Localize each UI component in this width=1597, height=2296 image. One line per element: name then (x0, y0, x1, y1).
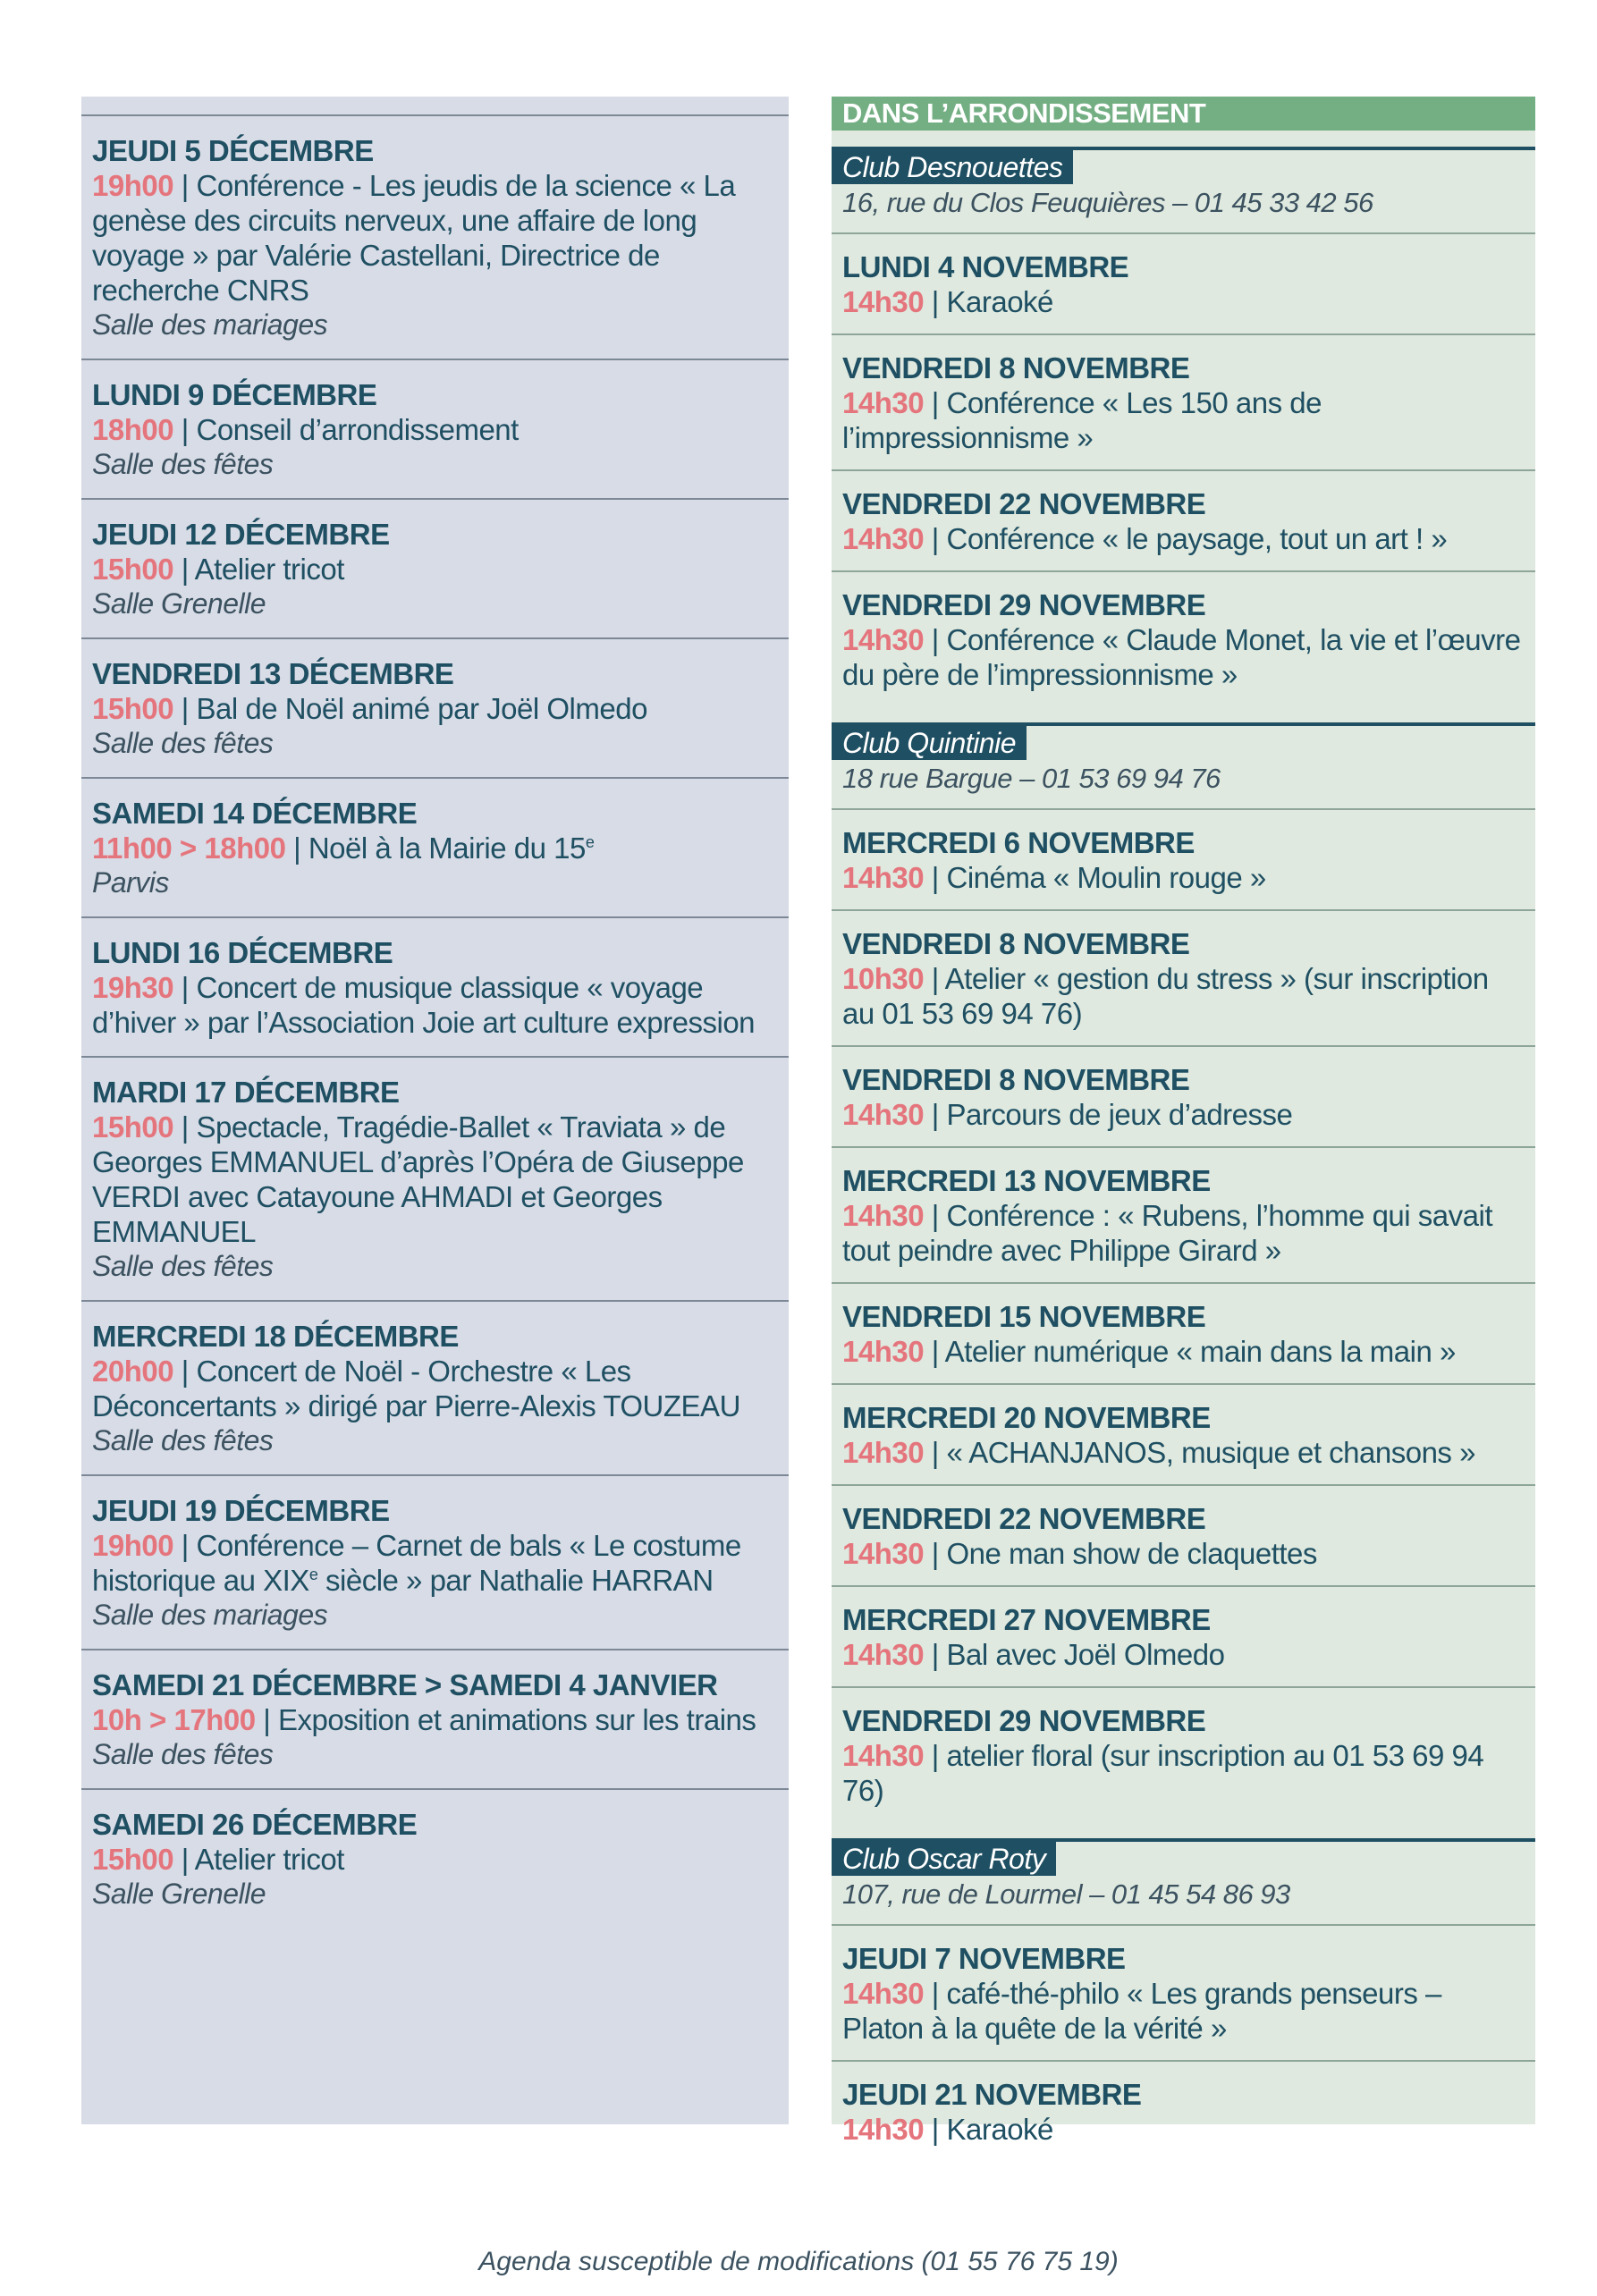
event-date: JEUDI 12 DÉCEMBRE (92, 518, 390, 551)
list-item (81, 1056, 789, 1300)
event-description (92, 168, 780, 308)
event-title: | café-thé-philo « Les grands penseurs – Platon à la quête de la vérité » (842, 1977, 1441, 2045)
event-title: | Concert de Noël - Orchestre « Les Déconcertants » dirigé par Pierre-Alexis TOUZEAU (92, 1355, 740, 1422)
event-date: MARDI 17 DÉCEMBRE (92, 1076, 400, 1109)
event-time: 15h00 (92, 553, 174, 586)
event-place: Parvis (92, 866, 169, 899)
event-title: | Atelier tricot (173, 1843, 344, 1876)
superscript: e (308, 1566, 318, 1583)
event-time: 15h00 (92, 692, 174, 725)
event-date: MERCREDI 20 NOVEMBRE (842, 1401, 1211, 1434)
event-description (92, 1110, 780, 1249)
event-place: Salle des fêtes (92, 1424, 274, 1456)
event-description (842, 284, 1526, 319)
event-title: | Spectacle, Tragédie-Ballet « Traviata » de Georges EMMANUEL d’après l’Opéra de Giuseppe VERDI avec Catayoune AHMADI et Georges EMMANUEL (92, 1110, 744, 1248)
list-item (81, 1649, 789, 1788)
club-name: Club Oscar Roty (832, 1842, 1056, 1876)
event-time: 14h30 (842, 1436, 925, 1469)
event-date: VENDREDI 22 NOVEMBRE (842, 1502, 1206, 1535)
event-description (92, 1528, 780, 1598)
event-date: MERCREDI 13 NOVEMBRE (842, 1164, 1211, 1197)
event-time: 14h30 (842, 1638, 925, 1671)
event-date: SAMEDI 14 DÉCEMBRE (92, 797, 418, 830)
december-agenda-column (81, 97, 789, 2124)
event-time: 19h00 (92, 169, 174, 202)
event-time: 15h00 (92, 1110, 174, 1144)
event-title: | Concert de musique classique « voyage d’hiver » par l’Association Joie art culture expression (92, 971, 756, 1039)
event-time: 14h30 (842, 1199, 925, 1232)
list-item (832, 1146, 1535, 1282)
event-description (92, 691, 780, 726)
event-title: | « ACHANJANOS, musique et chansons » (924, 1436, 1475, 1469)
event-title: | Conférence « le paysage, tout un art ! » (924, 522, 1448, 555)
event-time: 10h30 (842, 962, 925, 995)
event-time: 14h30 (842, 1335, 925, 1368)
event-time: 19h00 (92, 1529, 174, 1562)
event-description (842, 961, 1526, 1031)
list-item (81, 1788, 789, 1928)
event-place: Salle des fêtes (92, 448, 274, 480)
event-time: 19h30 (92, 971, 174, 1004)
event-title: | Exposition et animations sur les trains (255, 1703, 756, 1736)
list-item (832, 2060, 1535, 2161)
event-time: 14h30 (842, 2113, 925, 2146)
event-date: JEUDI 21 NOVEMBRE (842, 2078, 1142, 2111)
event-description (92, 1702, 780, 1737)
list-item (81, 359, 789, 498)
list-item (832, 1484, 1535, 1585)
list-item (832, 808, 1535, 909)
event-place: Salle Grenelle (92, 1878, 266, 1910)
list-item (832, 1282, 1535, 1383)
event-title: | Parcours de jeux d’adresse (924, 1098, 1293, 1131)
list-item (832, 909, 1535, 1045)
event-time: 14h30 (842, 861, 925, 894)
club-header (832, 1838, 1535, 1924)
list-item (832, 469, 1535, 570)
event-title: | Conseil d’arrondissement (173, 413, 519, 446)
list-item (832, 1924, 1535, 2060)
event-time: 18h00 (92, 413, 174, 446)
event-time: 11h00 > 18h00 (92, 831, 286, 865)
event-time: 20h00 (92, 1355, 174, 1388)
event-description (842, 1198, 1526, 1268)
club-address: 107, rue de Lourmel – 01 45 54 86 93 (842, 1878, 1290, 1910)
event-title: | Atelier numérique « main dans la main » (924, 1335, 1456, 1368)
list-item (832, 1383, 1535, 1484)
event-date: JEUDI 19 DÉCEMBRE (92, 1494, 390, 1527)
superscript: e (585, 833, 595, 851)
list-item (832, 232, 1535, 333)
event-date: LUNDI 16 DÉCEMBRE (92, 936, 393, 969)
event-date: VENDREDI 22 NOVEMBRE (842, 487, 1206, 520)
event-description (842, 1637, 1526, 1672)
list-item (81, 637, 789, 777)
event-time: 14h30 (842, 1977, 925, 2010)
event-description (842, 2112, 1526, 2147)
event-description (842, 385, 1526, 455)
event-description (842, 1097, 1526, 1132)
event-date: VENDREDI 29 NOVEMBRE (842, 588, 1206, 621)
event-date: VENDREDI 8 NOVEMBRE (842, 927, 1190, 960)
event-date: SAMEDI 26 DÉCEMBRE (92, 1808, 418, 1841)
event-title: | One man show de claquettes (924, 1537, 1317, 1570)
club-address: 16, rue du Clos Feuquières – 01 45 33 42 56 (842, 187, 1373, 218)
event-description (92, 831, 780, 865)
event-title: | Karaoké (924, 2113, 1053, 2146)
event-time: 10h > 17h00 (92, 1703, 256, 1736)
event-description (842, 1738, 1526, 1808)
footer-note: Agenda susceptible de modifications (01 55 76 75 19) (478, 2247, 1119, 2276)
event-time: 14h30 (842, 1098, 925, 1131)
event-description (842, 1334, 1526, 1369)
event-date: JEUDI 5 DÉCEMBRE (92, 134, 374, 167)
event-description (842, 1435, 1526, 1470)
list-item (81, 777, 789, 916)
event-title: | Conférence « Claude Monet, la vie et l’œuvre du père de l’impressionnisme » (842, 623, 1521, 691)
event-title: | Conférence : « Rubens, l’homme qui savait tout peindre avec Philippe Girard » (842, 1199, 1492, 1267)
event-title: | Noël à la Mairie du 15 (285, 831, 586, 865)
event-title: | Atelier « gestion du stress » (sur inscription au 01 53 69 94 76) (842, 962, 1489, 1030)
club-header (832, 722, 1535, 808)
event-date: JEUDI 7 NOVEMBRE (842, 1942, 1126, 1975)
event-title: | Bal de Noël animé par Joël Olmedo (173, 692, 647, 725)
event-description (842, 622, 1526, 692)
list-item (832, 1686, 1535, 1822)
event-description (842, 1536, 1526, 1571)
event-time: 14h30 (842, 1537, 925, 1570)
event-place: Salle des mariages (92, 1599, 328, 1631)
arrondissement-agenda-column (832, 97, 1535, 2146)
event-date: MERCREDI 6 NOVEMBRE (842, 826, 1195, 859)
event-place: Salle Grenelle (92, 587, 266, 620)
list-item (832, 570, 1535, 706)
event-title: | Cinéma « Moulin rouge » (924, 861, 1266, 894)
event-title: | Karaoké (924, 285, 1053, 318)
club-name: Club Quintinie (832, 726, 1027, 760)
event-date: VENDREDI 29 NOVEMBRE (842, 1704, 1206, 1737)
list-item (81, 498, 789, 637)
event-description (92, 1354, 780, 1423)
event-time: 14h30 (842, 1739, 925, 1772)
list-item (832, 1045, 1535, 1146)
club-address: 18 rue Bargue – 01 53 69 94 76 (842, 763, 1221, 794)
event-place: Salle des mariages (92, 308, 328, 341)
event-description (92, 412, 780, 447)
event-place: Salle des fêtes (92, 727, 274, 759)
list-item (832, 1585, 1535, 1686)
list-item (81, 114, 789, 359)
event-description (842, 521, 1526, 556)
event-date: SAMEDI 21 DÉCEMBRE > SAMEDI 4 JANVIER (92, 1668, 718, 1701)
event-description (92, 552, 780, 587)
event-title: | Atelier tricot (173, 553, 344, 586)
event-description (92, 970, 780, 1040)
event-place: Salle des fêtes (92, 1738, 274, 1770)
event-title: | Conférence « Les 150 ans de l’impressionnisme » (842, 386, 1322, 454)
event-title-continued: siècle » par Nathalie HARRAN (317, 1564, 714, 1597)
event-date: LUNDI 4 NOVEMBRE (842, 250, 1129, 283)
section-header: DANS L’ARRONDISSEMENT (832, 97, 1535, 131)
event-description (842, 1976, 1526, 2046)
event-time: 15h00 (92, 1843, 174, 1876)
event-title: | Bal avec Joël Olmedo (924, 1638, 1225, 1671)
event-date: VENDREDI 8 NOVEMBRE (842, 1063, 1190, 1096)
list-item (81, 1474, 789, 1649)
event-time: 14h30 (842, 522, 925, 555)
event-title: | Conférence - Les jeudis de la science « La genèse des circuits nerveux, une affaire de long voyage » par Valérie Castellani, Directrice de recherche CNRS (92, 169, 736, 307)
event-description (92, 1842, 780, 1877)
event-date: VENDREDI 13 DÉCEMBRE (92, 657, 454, 690)
event-time: 14h30 (842, 623, 925, 656)
event-date: MERCREDI 27 NOVEMBRE (842, 1603, 1211, 1636)
list-item (81, 916, 789, 1056)
event-title: | atelier floral (sur inscription au 01 53 69 94 76) (842, 1739, 1484, 1807)
event-date: LUNDI 9 DÉCEMBRE (92, 378, 377, 411)
list-item (832, 333, 1535, 469)
event-date: VENDREDI 15 NOVEMBRE (842, 1300, 1206, 1333)
event-date: MERCREDI 18 DÉCEMBRE (92, 1320, 459, 1353)
event-place: Salle des fêtes (92, 1250, 274, 1282)
event-description (842, 860, 1526, 895)
event-title: | Conférence – Carnet de bals « Le costume historique au XIX (92, 1529, 741, 1597)
club-header (832, 147, 1535, 232)
event-date: VENDREDI 8 NOVEMBRE (842, 351, 1190, 384)
list-item (81, 1300, 789, 1474)
club-name: Club Desnouettes (832, 150, 1073, 184)
event-time: 14h30 (842, 285, 925, 318)
event-time: 14h30 (842, 386, 925, 419)
